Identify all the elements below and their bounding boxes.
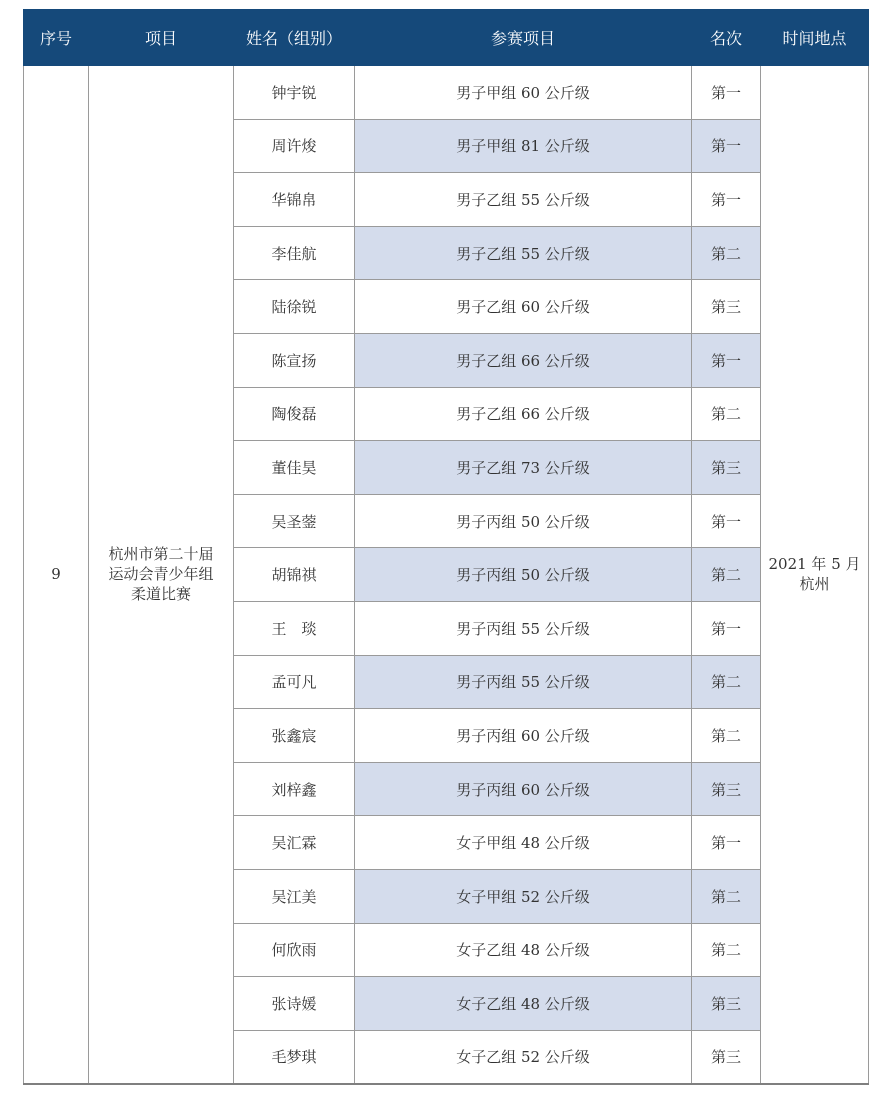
table-row xyxy=(24,66,869,120)
athlete-name: 何欣雨 xyxy=(234,923,355,977)
athlete-name: 陶俊磊 xyxy=(234,387,355,441)
event-name: 男子丙组 60 公斤级 xyxy=(355,762,692,816)
table-body xyxy=(24,66,869,1084)
event-name: 男子丙组 50 公斤级 xyxy=(355,548,692,602)
event-name: 男子甲组 60 公斤级 xyxy=(355,66,692,120)
header-rank: 名次 xyxy=(692,10,761,66)
rank: 第一 xyxy=(692,816,761,870)
header-time-place: 时间地点 xyxy=(761,10,869,66)
event-name: 男子乙组 55 公斤级 xyxy=(355,226,692,280)
header-event: 参赛项目 xyxy=(355,10,692,66)
rank: 第二 xyxy=(692,387,761,441)
project-line: 运动会青少年组 xyxy=(108,565,214,584)
athlete-name: 董佳昊 xyxy=(234,441,355,495)
rank: 第二 xyxy=(692,226,761,280)
athlete-name: 吴汇霖 xyxy=(234,816,355,870)
athlete-name: 王 琰 xyxy=(234,601,355,655)
athlete-name: 李佳航 xyxy=(234,226,355,280)
rank: 第一 xyxy=(692,601,761,655)
rank: 第一 xyxy=(692,494,761,548)
athlete-name: 陈宣扬 xyxy=(234,333,355,387)
header-index: 序号 xyxy=(24,10,89,66)
rank: 第一 xyxy=(692,333,761,387)
rank: 第二 xyxy=(692,655,761,709)
rank: 第三 xyxy=(692,441,761,495)
rank: 第二 xyxy=(692,869,761,923)
header-project: 项目 xyxy=(89,10,234,66)
project-line: 柔道比赛 xyxy=(130,585,191,604)
athlete-name: 吴圣蓥 xyxy=(234,494,355,548)
athlete-name: 钟宇锐 xyxy=(234,66,355,120)
event-name: 男子丙组 50 公斤级 xyxy=(355,494,692,548)
rank: 第三 xyxy=(692,977,761,1031)
rank: 第一 xyxy=(692,66,761,120)
event-name: 男子丙组 55 公斤级 xyxy=(355,655,692,709)
rank: 第二 xyxy=(692,548,761,602)
header-name-group: 姓名（组别） xyxy=(234,10,355,66)
rank: 第二 xyxy=(692,923,761,977)
event-name: 女子乙组 52 公斤级 xyxy=(355,1030,692,1084)
rank: 第一 xyxy=(692,119,761,173)
athlete-name: 陆徐锐 xyxy=(234,280,355,334)
athlete-name: 张诗媛 xyxy=(234,977,355,1031)
event-name: 女子乙组 48 公斤级 xyxy=(355,977,692,1031)
rank: 第三 xyxy=(692,762,761,816)
event-name: 男子乙组 60 公斤级 xyxy=(355,280,692,334)
header-row xyxy=(24,10,869,66)
event-name: 女子甲组 48 公斤级 xyxy=(355,816,692,870)
event-name: 男子乙组 66 公斤级 xyxy=(355,387,692,441)
athlete-name: 张鑫宸 xyxy=(234,709,355,763)
record-time-place xyxy=(761,66,869,1084)
event-name: 女子乙组 48 公斤级 xyxy=(355,923,692,977)
event-name: 男子乙组 66 公斤级 xyxy=(355,333,692,387)
time-place-line: 杭州 xyxy=(799,575,830,594)
event-name: 男子乙组 73 公斤级 xyxy=(355,441,692,495)
rank: 第一 xyxy=(692,173,761,227)
results-table xyxy=(23,9,869,1085)
time-place-line: 2021 年 5 月 xyxy=(768,555,861,574)
event-name: 男子乙组 55 公斤级 xyxy=(355,173,692,227)
rank: 第三 xyxy=(692,1030,761,1084)
athlete-name: 毛梦琪 xyxy=(234,1030,355,1084)
event-name: 男子甲组 81 公斤级 xyxy=(355,119,692,173)
rank: 第三 xyxy=(692,280,761,334)
event-name: 男子丙组 55 公斤级 xyxy=(355,601,692,655)
event-name: 男子丙组 60 公斤级 xyxy=(355,709,692,763)
athlete-name: 华锦帛 xyxy=(234,173,355,227)
athlete-name: 吴江美 xyxy=(234,869,355,923)
athlete-name: 周许焌 xyxy=(234,119,355,173)
athlete-name: 刘梓鑫 xyxy=(234,762,355,816)
athlete-name: 孟可凡 xyxy=(234,655,355,709)
event-name: 女子甲组 52 公斤级 xyxy=(355,869,692,923)
record-project xyxy=(89,66,234,1084)
record-index: 9 xyxy=(24,66,89,1084)
project-line: 杭州市第二十届 xyxy=(108,545,214,564)
rank: 第二 xyxy=(692,709,761,763)
athlete-name: 胡锦祺 xyxy=(234,548,355,602)
